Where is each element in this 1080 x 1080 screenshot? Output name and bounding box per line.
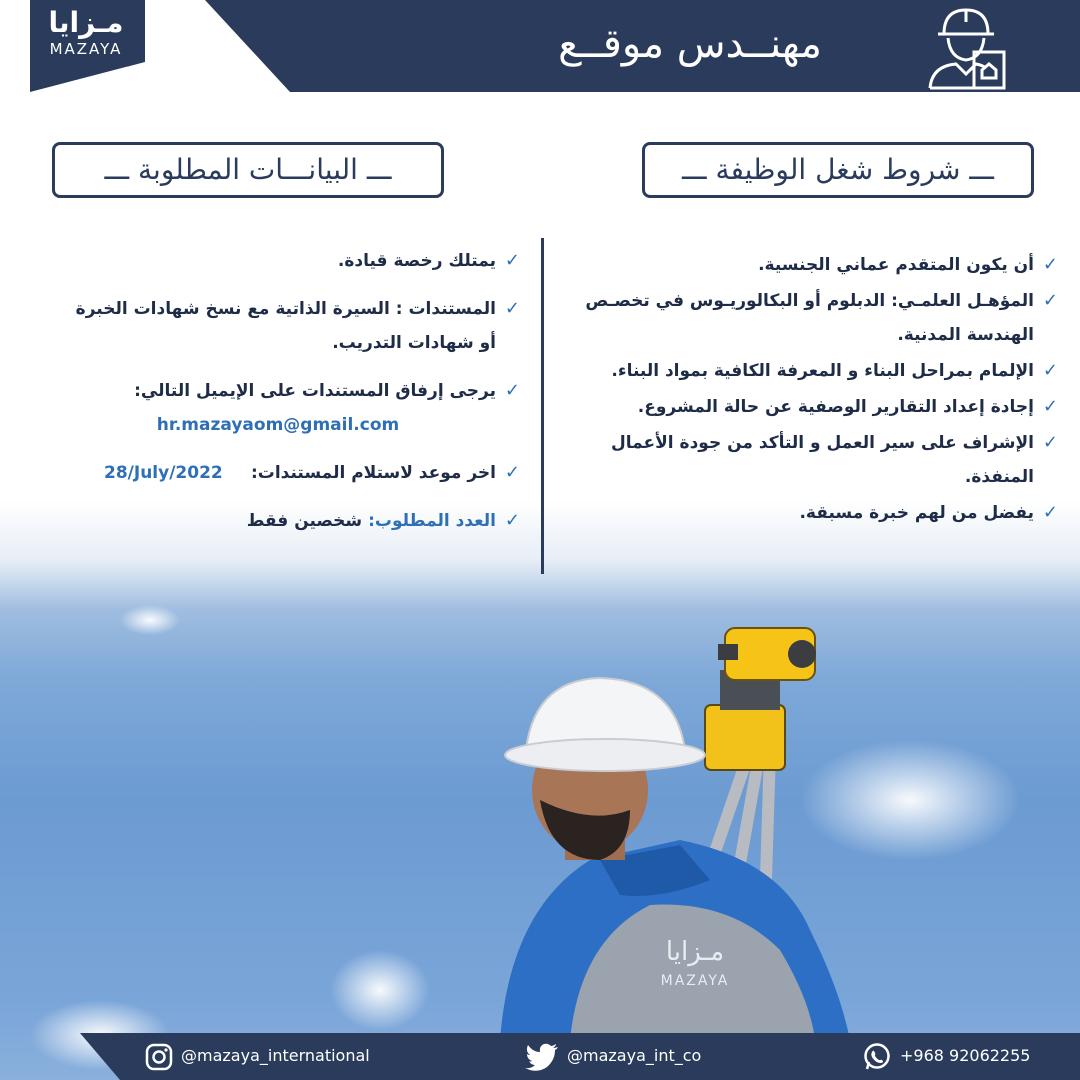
twitter-handle: @mazaya_int_co	[567, 1046, 702, 1065]
requirements-title: ـــ شروط شغل الوظيفة ـــ	[642, 142, 1034, 198]
count-value: شخصين فقط	[246, 511, 363, 531]
requirement-text: إجادة إعداد التقارير الوصفية عن حالة المشروع.	[637, 397, 1034, 417]
logo-arabic: مـزايا	[48, 6, 124, 39]
list-item	[60, 504, 520, 538]
deadline-date: 28/July/2022	[104, 463, 223, 483]
email-link[interactable]: hr.mazayaom@gmail.com	[156, 415, 400, 435]
list-item	[548, 248, 1058, 282]
cloud	[330, 950, 430, 1030]
requirement-text: الإشراف على سير العمل و التأكد من جودة الأعمال المنفذة.	[611, 433, 1034, 487]
engineer-icon	[922, 4, 1014, 92]
list-item	[60, 292, 520, 360]
check-icon: ✓	[1042, 396, 1058, 417]
engineer-photo	[480, 610, 900, 1040]
instagram-contact[interactable]	[145, 1040, 370, 1072]
check-icon: ✓	[1042, 502, 1058, 523]
svg-text:مـزايا: مـزايا	[665, 937, 725, 967]
list-item	[548, 496, 1058, 530]
logo-english: MAZAYA	[49, 40, 123, 58]
check-icon: ✓	[504, 462, 520, 483]
twitter-icon	[525, 1043, 559, 1071]
documents-title: ـــ البيانـــات المطلوبة ـــ	[52, 142, 444, 198]
check-icon: ✓	[1042, 290, 1058, 311]
requirements-list	[548, 248, 1058, 532]
requirement-text: أن يكون المتقدم عماني الجنسية.	[758, 255, 1034, 275]
requirement-text: يفضل من لهم خبرة مسبقة.	[799, 503, 1034, 523]
list-item	[60, 244, 520, 278]
check-icon: ✓	[504, 250, 520, 271]
check-icon: ✓	[1042, 432, 1058, 453]
list-item	[60, 456, 520, 490]
instagram-handle: @mazaya_international	[181, 1046, 370, 1065]
twitter-contact[interactable]	[525, 1040, 701, 1072]
instagram-icon	[145, 1043, 173, 1071]
license-text: يمتلك رخصة قيادة.	[337, 251, 496, 271]
check-icon: ✓	[504, 380, 520, 401]
whatsapp-contact[interactable]	[862, 1040, 1030, 1072]
whatsapp-icon	[862, 1042, 892, 1072]
mazaya-logo	[30, 0, 142, 90]
list-item	[548, 354, 1058, 388]
documents-list	[60, 244, 520, 552]
list-item	[548, 426, 1058, 494]
check-icon: ✓	[504, 298, 520, 319]
attach-text: يرجى إرفاق المستندات على الإيميل التالي:	[134, 381, 496, 401]
column-divider	[541, 238, 544, 574]
svg-text:MAZAYA: MAZAYA	[660, 973, 730, 989]
requirement-text: المؤهـل العلمـي: الدبلوم أو البكالوريـوس في تخصـص الهندسة المدنية.	[585, 291, 1034, 345]
list-item	[548, 284, 1058, 352]
phone-number: +968 92062255	[900, 1046, 1031, 1065]
list-item	[60, 374, 520, 442]
cloud	[120, 605, 180, 635]
list-item	[548, 390, 1058, 424]
requirement-text: الإلمام بمراحل البناء و المعرفة الكافية بمواد البناء.	[611, 361, 1034, 381]
page-title: مهنــدس موقــع	[558, 21, 822, 67]
check-icon: ✓	[1042, 254, 1058, 275]
deadline-label: اخر موعد لاستلام المستندات:	[250, 463, 496, 483]
cv-text: المستندات : السيرة الذاتية مع نسخ شهادات الخبرة أو شهادات التدريب.	[75, 299, 496, 353]
count-label: العدد المطلوب:	[368, 511, 496, 531]
check-icon: ✓	[504, 510, 520, 531]
check-icon: ✓	[1042, 360, 1058, 381]
